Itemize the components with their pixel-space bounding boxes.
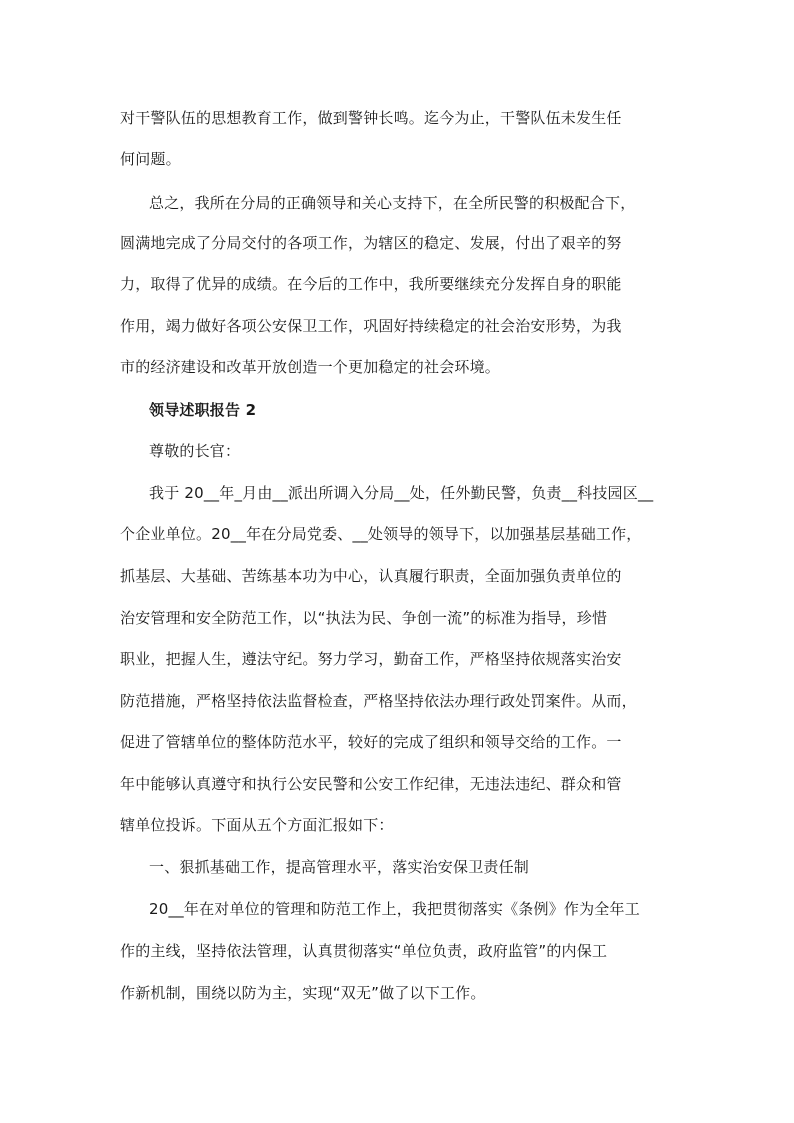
text-line-7: 市的经济建设和改革开放创造一个更加稳定的社会环境。 <box>120 358 501 376</box>
text-line-17: 年中能够认真遵守和执行公安民警和公安工作纪律，无违法违纪、群众和管 <box>120 775 622 793</box>
text-line-11: 个企业单位。20__年在分局党委、__处领导的领导下，以加强基层基础工作， <box>120 525 642 543</box>
text-line-18: 辖单位投诉。下面从五个方面汇报如下： <box>120 816 394 834</box>
text-line-6: 作用，竭力做好各项公安保卫工作，巩固好持续稳定的社会治安形势，为我 <box>120 317 622 335</box>
text-line-13: 治安管理和安全防范工作，以“执法为民、争创一流”的标准为指导，珍惜 <box>120 609 608 627</box>
salutation: 尊敬的长官： <box>149 442 241 460</box>
text-line-5: 力，取得了优异的成绩。在今后的工作中，我所要继续充分发挥自身的职能 <box>120 275 622 293</box>
text-line-4: 圆满地完成了分局交付的各项工作，为辖区的稳定、发展，付出了艰辛的努 <box>120 234 622 252</box>
text-line-10: 我于 20__年_月由__派出所调入分局__处，任外勤民警，负责__科技园区__ <box>149 484 654 502</box>
text-line-16: 促进了管辖单位的整体防范水平，较好的完成了组织和领导交给的工作。一 <box>120 733 622 751</box>
section-heading: 领导述职报告 2 <box>149 401 257 419</box>
text-line-20: 20__年在对单位的管理和防范工作上，我把贯彻落实《条例》作为全年工 <box>149 900 640 918</box>
subsection-heading: 一、狠抓基础工作，提高管理水平，落实治安保卫责任制 <box>149 858 530 876</box>
text-line-22: 作新机制，围绕以防为主，实现“双无”做了以下工作。 <box>120 984 486 1002</box>
text-line-1: 对干警队伍的思想教育工作，做到警钟长鸣。迄今为止，干警队伍未发生任 <box>120 109 622 127</box>
text-line-3: 总之，我所在分局的正确领导和关心支持下，在全所民警的积极配合下， <box>149 194 636 212</box>
text-line-14: 职业，把握人生，遵法守纪。努力学习，勤奋工作，严格坚持依规落实治安 <box>120 650 622 668</box>
text-line-12: 抓基层、大基础、苦练基本功为中心，认真履行职责，全面加强负责单位的 <box>120 567 622 585</box>
text-line-15: 防范措施，严格坚持依法监督检查，严格坚持依法办理行政处罚案件。从而， <box>120 692 637 710</box>
text-line-21: 作的主线，坚持依法管理，认真贯彻落实“单位负责，政府监管”的内保工 <box>120 942 608 960</box>
text-line-2: 何问题。 <box>120 150 181 168</box>
